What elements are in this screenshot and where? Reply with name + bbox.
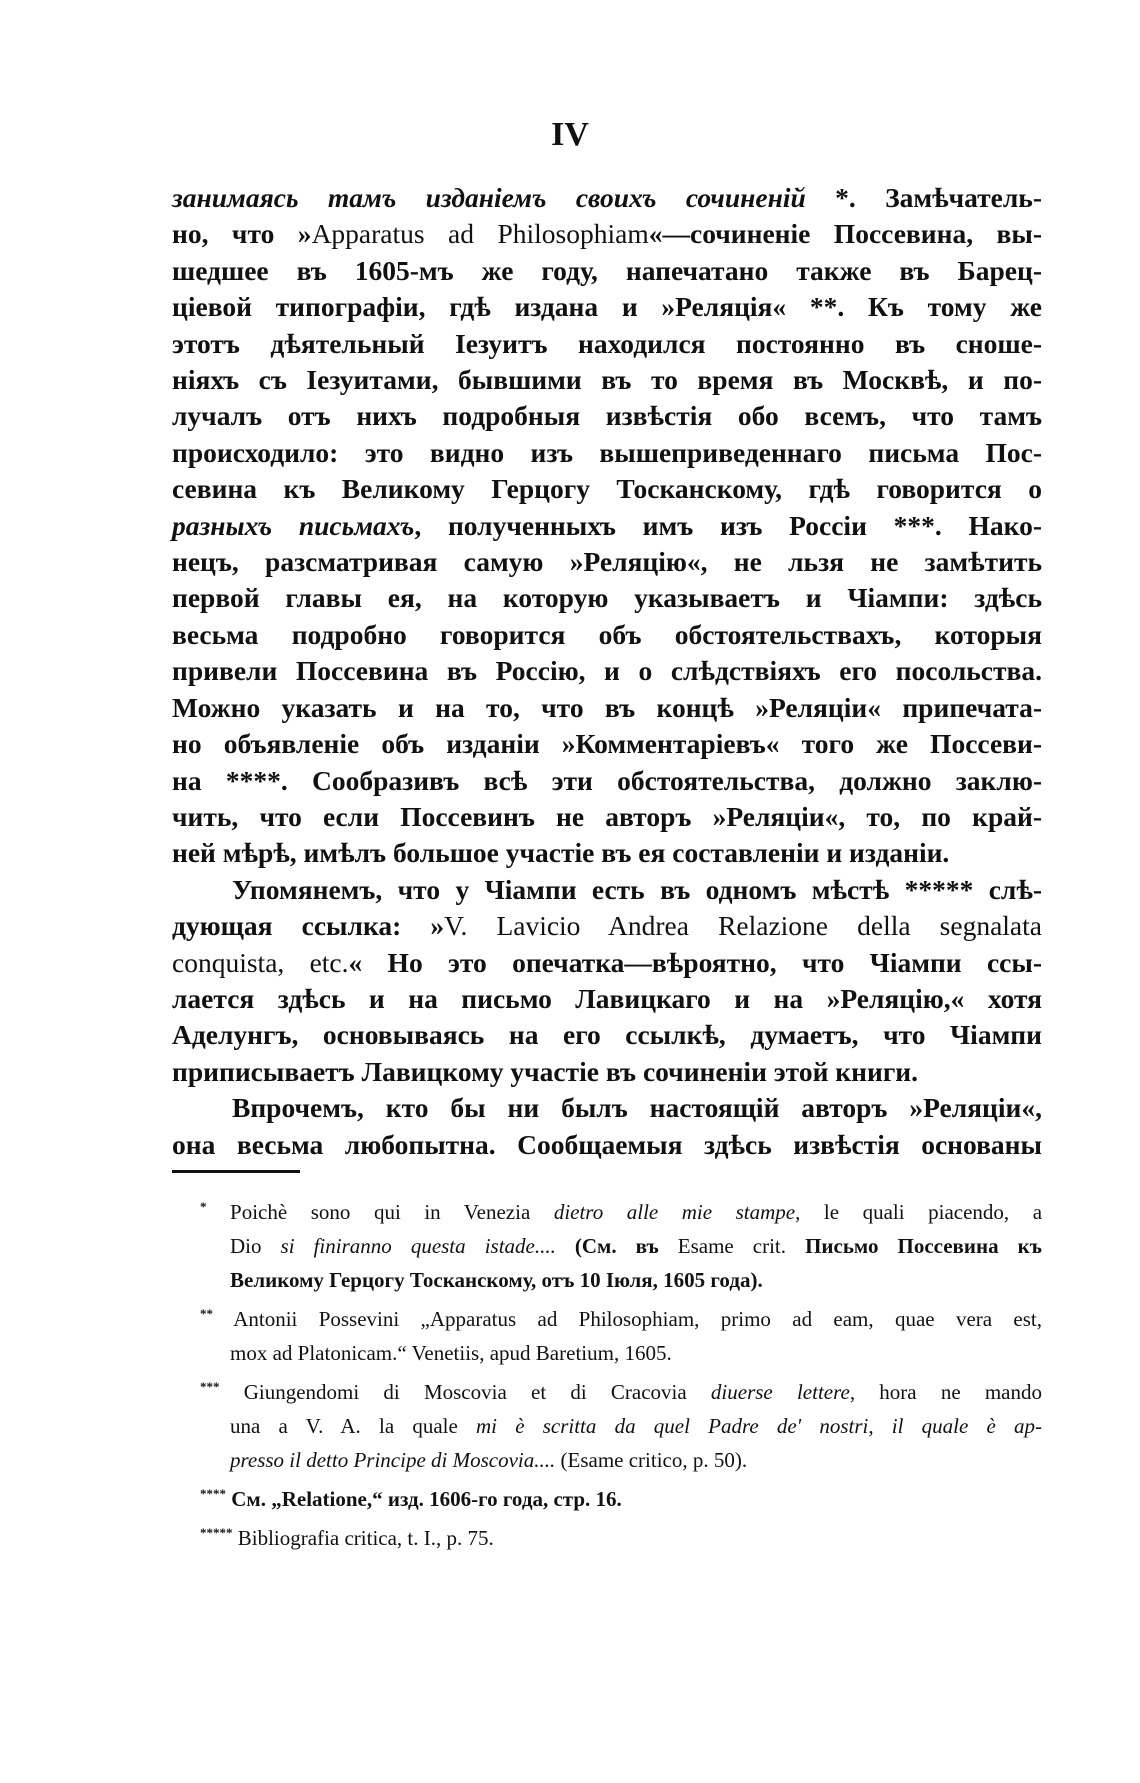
footnote-line (200, 1190, 1042, 1229)
text-line (172, 872, 1042, 908)
main-text (172, 180, 1042, 1163)
footnote-divider (172, 1170, 300, 1173)
text-segment: первой главы ея, на которую указываетъ и Чіампи: здѣсь (172, 582, 1042, 614)
text-segment: но, что » (172, 218, 312, 250)
text-line (172, 544, 1042, 580)
footnote-line (200, 1370, 1042, 1409)
text-segment: нецъ, разсматривая самую »Реляцію«, не льзя не замѣтить (172, 546, 1042, 578)
text-line (172, 253, 1042, 289)
text-segment: Аделунгъ, основываясь на его ссылкѣ, думаетъ, что Чіампи (172, 1019, 1042, 1051)
footnote-segment: mox ad Platonicam.“ Venetiis, apud Baretium, 1605. (230, 1341, 672, 1365)
text-segment: лучалъ отъ нихъ подробныя извѣстія обо всемъ, что тамъ (172, 400, 1042, 432)
text-line (172, 653, 1042, 689)
text-segment: этотъ дѣятельный Іезуитъ находился постоянно въ снoше- (172, 327, 1042, 359)
text-segment: но объявленіе объ изданіи »Комментаріевъ« того же Поссеви- (172, 728, 1042, 760)
footnote-segment: Письмо Поссевина къ (786, 1234, 1042, 1258)
footnote-segment: Dio (230, 1234, 281, 1258)
text-segment: дующая ссылка: » (172, 910, 445, 942)
footnote-line (200, 1516, 1042, 1555)
footnote-segment: dietro alle mie stampe (553, 1200, 796, 1224)
footnote-segment: Великому Герцогу Тосканскому, отъ 10 Іюля, 1605 года). (230, 1268, 763, 1292)
footnote-segment: si finiranno questa istade.... (280, 1234, 556, 1258)
text-segment: приписываетъ Лавицкому участіе въ сочиненіи этой книги. (172, 1055, 919, 1087)
text-line (172, 289, 1042, 325)
text-line (172, 180, 1042, 216)
footnote-line (200, 1443, 1042, 1477)
text-line (172, 726, 1042, 762)
footnote-segment: (Esame critico, p. 50). (555, 1448, 748, 1472)
footnote-segment: mi è scritta da quel Padre de' nostri, il quale è ap- (476, 1414, 1043, 1438)
footnote-line (200, 1263, 1042, 1297)
text-segment: «—сочиненіе Поссевина, вы- (648, 218, 1043, 250)
text-segment: весьма подробно говорится объ обстоятельствахъ, которыя (172, 618, 1042, 650)
footnote-line (200, 1336, 1042, 1370)
footnote-segment: Esame crit. (677, 1234, 787, 1258)
text-segment: V. Lavicio Andrea Relazione della segnalata (444, 910, 1042, 942)
footnote-mark: ***** (200, 1525, 233, 1540)
footnote-segment: , le quali piacendo, a (795, 1200, 1043, 1224)
text-segment: севина къ Великому Герцогу Тосканскому, гдѣ говорится о (172, 473, 1042, 505)
footnote-segment: (См. въ (555, 1234, 678, 1258)
text-segment: « Но это опечатка—вѣроятно, что Чіампи ссы- (348, 946, 1042, 978)
text-line (172, 508, 1042, 544)
page-number: IV (551, 116, 589, 153)
footnote-segment: diuerse lettere (710, 1380, 850, 1404)
footnote-mark: ** (200, 1306, 213, 1321)
text-line (172, 580, 1042, 616)
text-segment: привели Поссевина въ Россію, и о слѣдствіяхъ его посольства. (172, 655, 1042, 687)
footnote-mark: * (200, 1199, 207, 1214)
text-segment: происходило: это видно изъ вышеприведеннаго письма Пос- (172, 436, 1042, 468)
footnote-mark: *** (200, 1379, 220, 1394)
text-line (172, 435, 1042, 471)
text-segment: ніяхъ съ Іезуитами, бывшими въ то время въ Москвѣ, и по- (172, 364, 1042, 396)
text-segment: Впрочемъ, кто бы ни былъ настоящій авторъ »Реляціи«, (232, 1092, 1042, 1124)
text-segment: занимаясь тамъ изданіемъ своихъ сочиненій (172, 182, 806, 213)
text-segment: ней мѣрѣ, имѣлъ большое участіе въ ея составленіи и изданіи. (172, 837, 950, 869)
text-segment: она весьма любопытна. Сообщаемыя здѣсь извѣстія основаны (172, 1128, 1042, 1160)
text-line (172, 835, 1042, 871)
footnote-segment: См. „Relatione,“ изд. 1606-го года, стр. 16. (231, 1487, 622, 1511)
text-line (172, 799, 1042, 835)
text-line (172, 981, 1042, 1017)
footnote-line (200, 1409, 1042, 1443)
text-segment: чить, что если Поссевинъ не авторъ »Реляціи«, то, по край- (172, 800, 1042, 832)
footnote-segment: presso il detto Principe di Moscovia.... (230, 1448, 556, 1472)
footnote-segment: Giungendomi di Moscovia et di Cracovia (243, 1380, 711, 1404)
text-segment: conquista, etc. (172, 946, 349, 978)
text-segment: ціевой типографіи, гдѣ издана и »Реляція« **. Къ тому же (172, 291, 1042, 323)
text-segment: *. Замѣчатель- (805, 182, 1043, 213)
text-segment: на ****. Сообразивъ всѣ эти обстоятельства, должно заклю- (172, 764, 1042, 796)
text-line (172, 945, 1042, 981)
text-line (172, 326, 1042, 362)
text-segment: лается здѣсь и на письмо Лавицкаго и на »Реляцію,« хотя (172, 982, 1042, 1014)
text-line (172, 471, 1042, 507)
text-line (172, 1017, 1042, 1053)
footnote-segment: , hora ne mando (849, 1380, 1043, 1404)
footnotes (200, 1190, 1042, 1555)
text-line (172, 398, 1042, 434)
text-segment: Можно указать и на то, что въ концѣ »Реляціи« припечата- (172, 691, 1042, 723)
footnote-line (200, 1297, 1042, 1336)
text-line (172, 362, 1042, 398)
footnote-segment: Bibliografia critica, t. I., p. 75. (237, 1526, 494, 1550)
footnote-segment: Poichè sono qui in Venezia (230, 1200, 554, 1224)
text-segment: шедшее въ 1605-мъ же году, напечатано также въ Барец- (172, 254, 1042, 286)
text-segment: , полученныхъ имъ изъ Россіи ***. Нако- (414, 509, 1042, 541)
text-line (172, 617, 1042, 653)
text-segment: разныхъ письмахъ (172, 509, 415, 541)
text-line (172, 763, 1042, 799)
footnote-mark: **** (200, 1486, 226, 1501)
text-line (172, 1090, 1042, 1126)
text-line (172, 908, 1042, 944)
footnote-segment: Antonii Possevini „Apparatus ad Philosophiam, primo ad eam, quae vera est, (233, 1307, 1042, 1331)
text-line (172, 690, 1042, 726)
text-line (172, 216, 1042, 252)
text-segment: Упомянемъ, что у Чіампи есть въ одномъ мѣстѣ ***** слѣ- (232, 873, 1042, 905)
footnote-line (200, 1477, 1042, 1516)
text-line (172, 1054, 1042, 1090)
footnote-segment: una a V. A. la quale (230, 1414, 477, 1438)
footnote-line (200, 1229, 1042, 1263)
text-segment: Apparatus ad Philosophiam (311, 218, 649, 250)
text-line (172, 1127, 1042, 1163)
